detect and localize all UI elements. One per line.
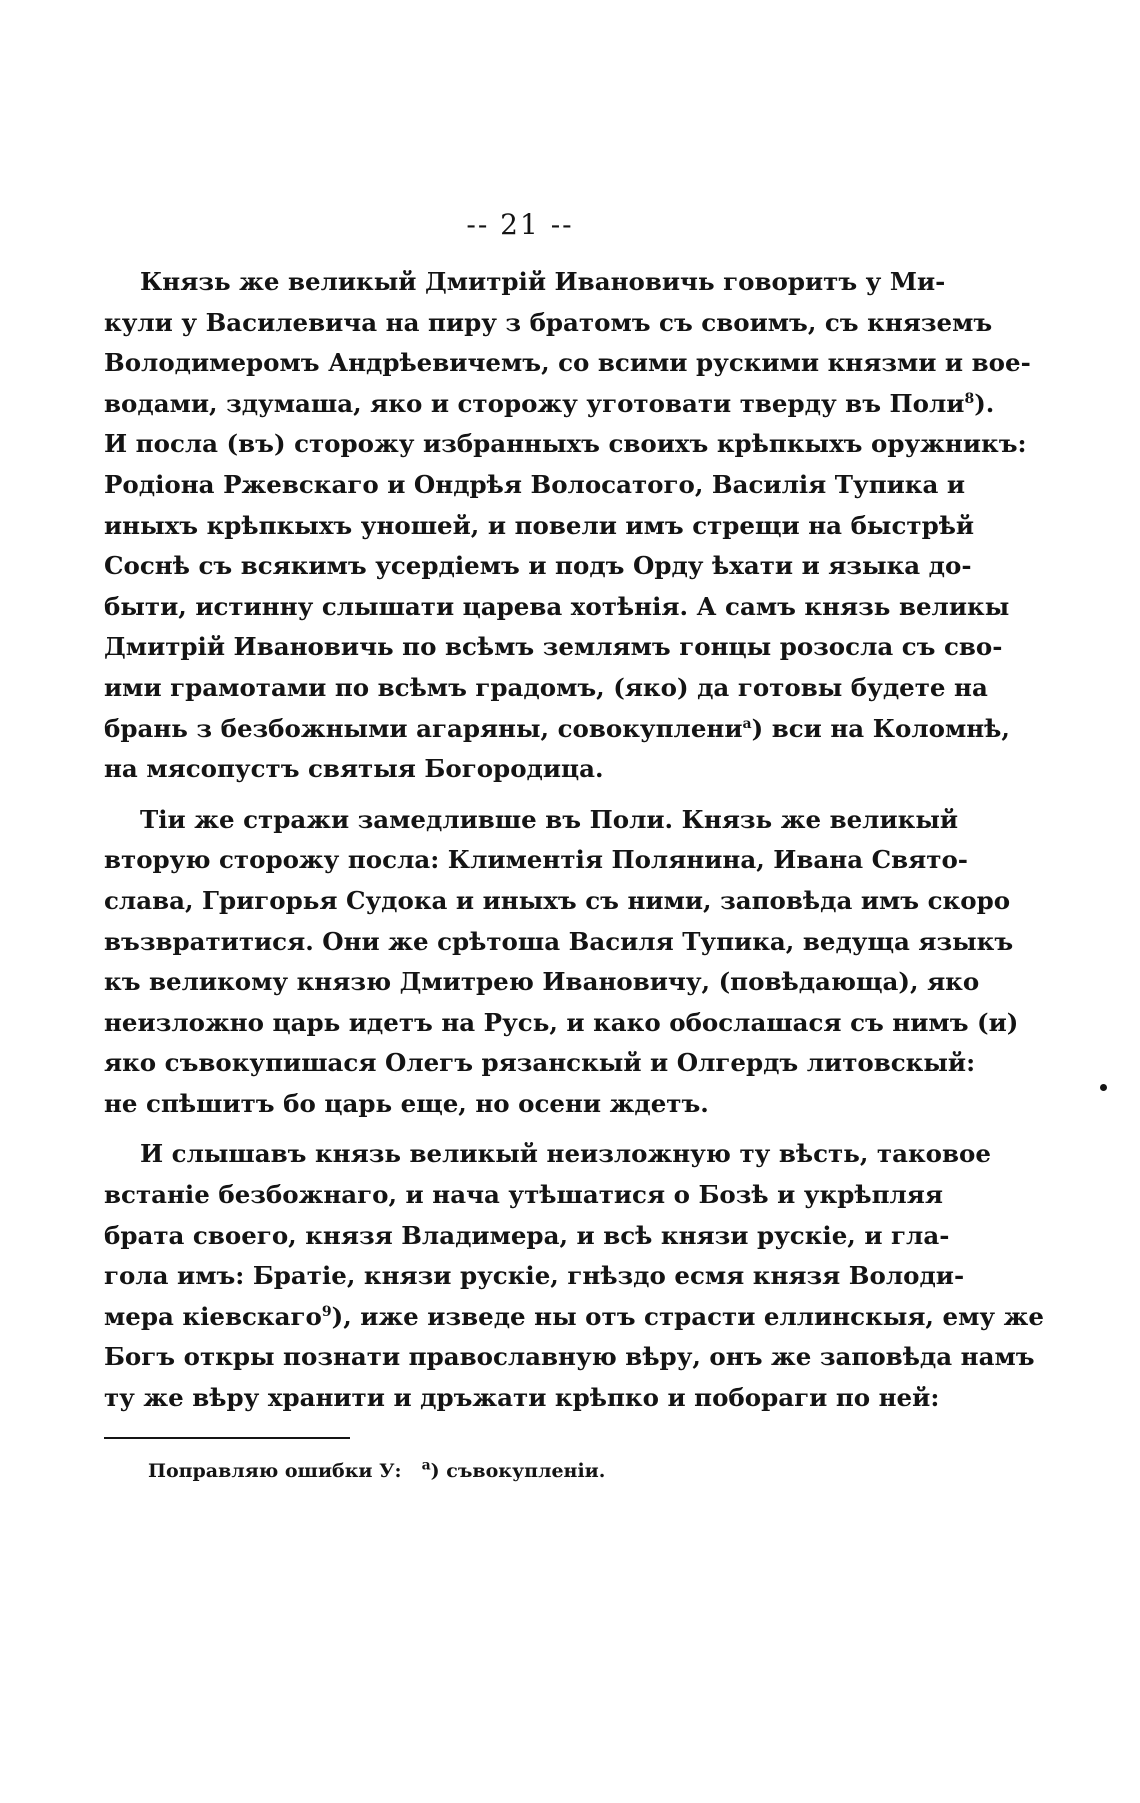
text-line [104,1337,1035,1378]
paragraph-gap [104,790,846,800]
text-line [104,465,966,506]
text-line [104,709,1010,750]
text-line [104,881,1011,922]
text-line [104,506,975,547]
paragraph [104,262,1031,790]
line-text: Богъ откры познати православную вѣру, онъ же заповѣда намъ [104,1342,1035,1372]
text-line [104,922,1014,963]
footnote [148,1457,606,1482]
text-line [104,262,946,303]
footnote-text: ) съвокупленіи. [430,1460,606,1482]
footnote-reference: 8 [964,390,975,407]
text-line [104,587,1010,628]
line-text-after: ) вси на Коломнѣ, [751,713,1010,743]
line-text: неизложно царь идетъ на Русь, и како обослашася съ нимъ (и) [104,1007,1019,1037]
page-number: -- 21 -- [466,208,574,241]
line-text: быти, истинну слышати царева хотѣнія. А самъ князь великы [104,591,1010,621]
line-text: И слышавъ князь великый неизложную ту вѣсть, таковое [140,1139,991,1169]
text-line [104,627,1003,668]
line-text: иныхъ крѣпкыхъ уношей, и повели имъ стрещи на быстрѣй [104,510,975,540]
line-text-after: ), иже изведе ны отъ страсти еллинскыя, ему же [331,1301,1044,1331]
text-line [104,1378,940,1419]
line-text: Соснѣ съ всякимъ усердіемъ и подъ Орду ѣхати и языка до- [104,551,972,581]
text-line [104,1216,950,1257]
footnote-marker: a [421,1457,431,1474]
line-text: водами, здумаша, яко и сторожу уготовати тверду въ Поли [104,388,965,418]
line-text: гола имъ: Братіе, князи рускіе, гнѣздо есмя князя Володи- [104,1261,965,1291]
line-text: Родіона Ржевскаго и Ондрѣя Волосатого, Василія Тупика и [104,469,966,499]
text-line [104,1175,943,1216]
line-text: ту же вѣру хранити и дръжати крѣпко и побораги по ней: [104,1383,940,1413]
footnote-rule [104,1437,350,1439]
paragraph [104,1134,1044,1418]
line-text: на мясопустъ святыя Богородица. [104,754,604,784]
line-text-after: ). [974,388,995,418]
text-line [104,384,995,425]
body-text [104,262,1044,1419]
footnote-reference: a [742,715,752,732]
line-text: Володимеромъ Андрѣевичемъ, со всими рускими князми и вое- [104,348,1031,378]
text-line [104,840,968,881]
text-line [104,546,972,587]
text-line [104,800,959,841]
paragraph-gap [104,1124,846,1134]
line-text: яко съвокупишася Олегъ рязанскый и Олгердъ литовскый: [104,1048,976,1078]
line-text: вторую сторожу посла: Климентія Полянина, Ивана Свято- [104,845,968,875]
line-text: Князь же великый Дмитрій Ивановичь говоритъ у Ми- [140,267,946,296]
text-line [104,1297,1044,1338]
line-text: И посла (въ) сторожу избранныхъ своихъ крѣпкыхъ оружникъ: [104,429,1027,459]
line-text: къ великому князю Дмитрею Ивановичу, (повѣдающа), яко [104,967,980,997]
line-text: брата своего, князя Владимера, и всѣ князи рускіе, и гла- [104,1220,950,1250]
line-text: мера кіевскаго [104,1301,322,1331]
text-line [104,424,1027,465]
line-text: кули у Василевича на пиру з братомъ съ своимъ, съ княземъ [104,307,993,337]
line-text: Тіи же стражи замедливше въ Поли. Князь же великый [140,804,959,834]
footnote-label: Поправляю ошибки У: [148,1460,402,1482]
scan-speck [1100,1084,1107,1091]
line-text: не спѣшитъ бо царь еще, но осени ждетъ. [104,1088,709,1118]
line-text: встаніе безбожнаго, и нача утѣшатися о Бозѣ и укрѣпляя [104,1180,943,1210]
line-text: ими грамотами по всѣмъ градомъ, (яко) да готовы будете на [104,672,988,702]
paragraph [104,800,1019,1125]
text-line [104,1134,991,1175]
footnote-reference: 9 [321,1303,332,1320]
text-line [104,1043,976,1084]
line-text: възвратитися. Они же срѣтоша Василя Тупика, ведуща языкъ [104,926,1014,956]
text-line [104,1084,846,1125]
text-line [104,668,988,709]
text-line [104,303,993,344]
text-line [104,749,846,790]
text-line [104,343,1031,384]
line-text: брань з безбожными агаряны, совокуплени [104,713,743,743]
text-line [104,962,980,1003]
line-text: Дмитрій Ивановичь по всѣмъ землямъ гонцы розосла съ сво- [104,632,1003,662]
line-text: слава, Григорья Судока и иныхъ съ ними, заповѣда имъ скоро [104,885,1011,915]
text-line [104,1256,965,1297]
text-line [104,1003,1019,1044]
